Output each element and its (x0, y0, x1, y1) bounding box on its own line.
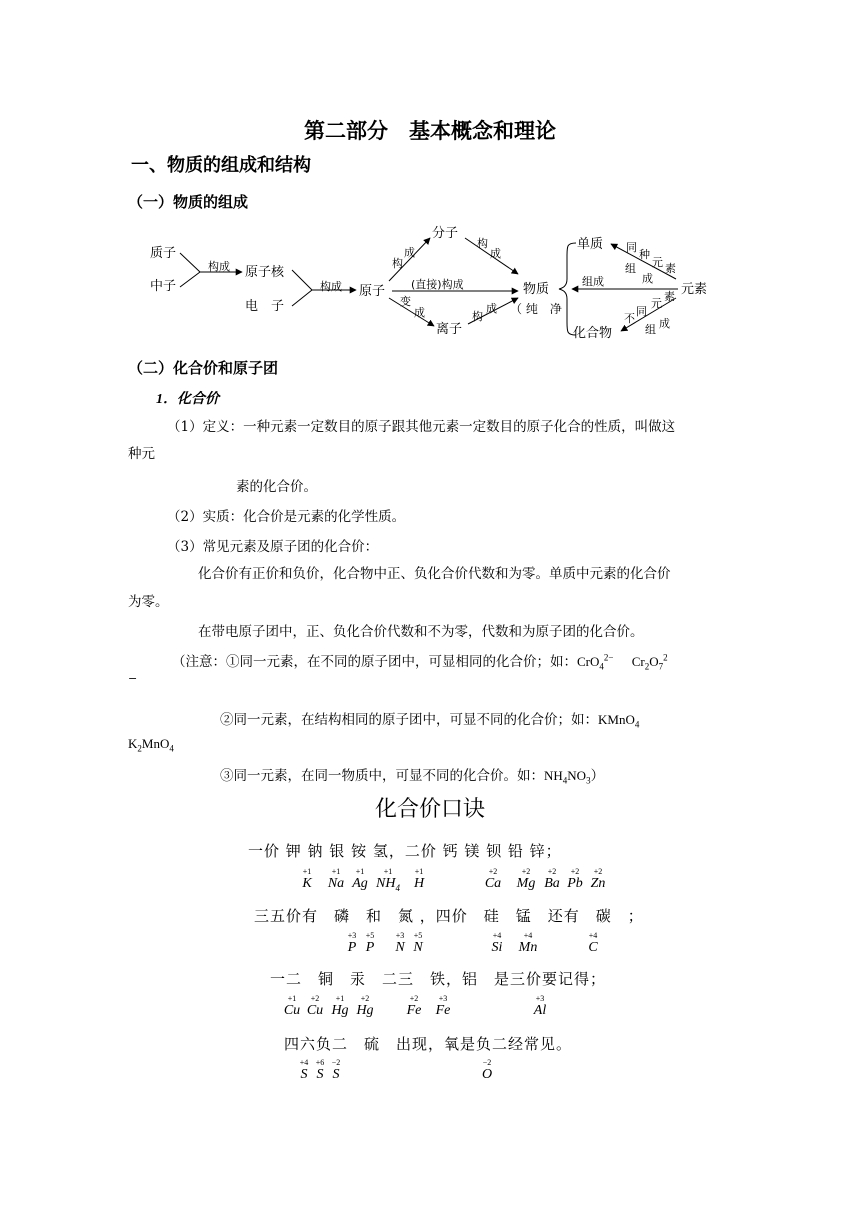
subsection-heading: （一）物质的组成 (128, 193, 249, 211)
valence-symbol (469, 1058, 505, 1083)
label-bian: 变 (400, 295, 411, 308)
valence-value: +2 (547, 867, 557, 876)
node-element-substance: 单质 (577, 237, 604, 252)
label-cheng-1: 成 (404, 246, 415, 259)
formula-k2mno4: $K_2MnO_4$ (128, 736, 174, 754)
valence-value: +1 (414, 867, 424, 876)
label-cheng-3: 成 (414, 306, 425, 319)
element-symbol: K (302, 876, 312, 891)
label-zu-2: 组 (645, 323, 656, 336)
valence-value: +4 (492, 931, 502, 940)
element-symbol: Fe (406, 1003, 422, 1018)
node-matter: 物质 (523, 282, 550, 297)
element-symbol: N (395, 940, 405, 955)
valence-value: +2 (570, 867, 580, 876)
label-same-1: 同 (626, 241, 637, 254)
node-compound: 化合物 (573, 326, 613, 341)
mnemonic-line-2: 三五价有 磷 和 氮 ，四价 硅 锰 还有 碳 ； (254, 907, 644, 925)
element-symbol: Hg (356, 1003, 374, 1018)
element-symbol: Al (533, 1003, 547, 1018)
formula-nh4no3: $NH_4NO_3$ (544, 768, 591, 786)
element-symbol: P (347, 940, 357, 955)
label-gou-3: 构 (472, 310, 483, 323)
label-zu-1: 组 (625, 262, 636, 275)
valence-value: −2 (331, 1058, 341, 1067)
label-compose-1: 构成 (208, 260, 230, 273)
valence-value: +4 (299, 1058, 309, 1067)
label-gou-1: 构 (392, 257, 403, 270)
label-direct-compose: (直接)构成 (411, 278, 464, 291)
valence-value: +3 (395, 931, 405, 940)
arrow-molecule-matter (465, 238, 518, 274)
node-pure: （ 纯 净 (510, 302, 562, 316)
section-heading: 一、物质的组成和结构 (131, 155, 311, 176)
element-symbol: Cu (306, 1003, 324, 1018)
element-symbol: $NH_4$ (376, 876, 400, 893)
element-symbol: Na (327, 876, 345, 891)
subsubsection-heading: 1．化合价 (156, 392, 219, 407)
label-gou-2: 构 (477, 237, 488, 250)
label-cheng-5: 成 (642, 272, 653, 285)
element-symbol: H (413, 876, 425, 891)
note1-line: （注意：①同一元素，在不同的原子团中，可显相同的化合价；如：CrO$_4^{2-}$ $Cr_2O_7^2$ (172, 652, 668, 672)
formula-cro4: CrO$_4^{2-}$ (577, 652, 614, 672)
node-molecule: 分子 (432, 226, 459, 241)
element-symbol: O (481, 1067, 493, 1082)
essence-line: （2）实质：化合价是元素的化学性质。 (167, 509, 406, 525)
label-compose-2: 构成 (320, 280, 342, 293)
valence-value: +4 (523, 931, 533, 940)
label-cheng-6: 成 (659, 317, 670, 330)
valence-value: +1 (355, 867, 365, 876)
definition-line-1: （1）定义：一种元素一定数目的原子跟其他元素一定数目的原子化合的性质，叫做这 (167, 419, 676, 435)
valence-value: +2 (593, 867, 603, 876)
valence-value: +1 (302, 867, 312, 876)
valence-symbol (580, 867, 616, 892)
valence-symbol (318, 1058, 354, 1083)
note2-line: ②同一元素，在结构相同的原子团中，可显不同的化合价；如：KMnO$_4$ (220, 712, 640, 730)
valence-symbol (425, 994, 461, 1019)
node-proton: 质子 (150, 246, 177, 261)
valence-value: −2 (482, 1058, 492, 1067)
label-diff-3: 元 (651, 297, 662, 310)
node-nucleus: 原子核 (245, 265, 285, 280)
element-symbol: S (332, 1067, 340, 1082)
element-symbol: C (588, 940, 598, 955)
rule2-line: 在带电原子团中，正、负化合价代数和不为零，代数和为原子团的化合价。 (198, 624, 644, 640)
composition-diagram (0, 0, 860, 350)
formula-cr2o7: $Cr_2O_7^2$ (631, 652, 668, 672)
valence-value: +3 (438, 994, 448, 1003)
element-symbol: Cu (283, 1003, 301, 1018)
node-element: 元素 (681, 282, 708, 297)
valence-value: +1 (383, 867, 393, 876)
valence-value: +5 (365, 931, 375, 940)
valence-value: +3 (347, 931, 357, 940)
label-same-4: 素 (665, 262, 676, 275)
label-same-3: 元 (652, 256, 663, 269)
node-neutron: 中子 (150, 279, 177, 294)
node-ion: 离子 (436, 322, 463, 337)
subsection-heading-2: （二）化合价和原子团 (128, 359, 279, 377)
label-cheng-4: 成 (486, 302, 497, 315)
element-symbol: Mn (518, 940, 538, 955)
definition-line-3: 素的化合价。 (236, 479, 317, 495)
valence-symbol (347, 994, 383, 1019)
node-atom: 原子 (359, 284, 386, 299)
mnemonic-line-1: 一价 钾 钠 银 铵 氢，二价 钙 镁 钡 铅 锌； (248, 842, 562, 860)
label-diff-1: 不 (624, 312, 635, 325)
valence-symbol (400, 931, 436, 956)
mnemonic-line-3: 一二 铜 汞 二三 铁，铝 是三价要记得； (270, 970, 607, 988)
valence-symbol (575, 931, 611, 956)
element-symbol: S (316, 1067, 324, 1082)
label-cheng-2: 成 (490, 247, 501, 260)
valence-value: +1 (331, 867, 341, 876)
mnemonic-line-4: 四六负二 硫 出现，氧是负二经常见。 (284, 1035, 573, 1053)
rule1-line-a: 化合价有正价和负价，化合物中正、负化合价代数和为零。单质中元素的化合价 (198, 566, 671, 582)
element-symbol: Ag (352, 876, 368, 891)
valence-value: +3 (535, 994, 545, 1003)
element-symbol: S (300, 1067, 308, 1082)
node-electron: 电 子 (245, 299, 285, 314)
valence-value: +6 (315, 1058, 325, 1067)
formula-kmno4: KMnO$_4$ (598, 712, 640, 730)
valence-symbol (401, 867, 437, 892)
definition-line-2: 种元 (128, 446, 155, 462)
element-symbol: Si (491, 940, 503, 955)
element-symbol: Ca (484, 876, 502, 891)
label-diff-4: 素 (664, 290, 675, 303)
valence-value: +1 (335, 994, 345, 1003)
valence-symbol (510, 931, 546, 956)
valence-value: +2 (488, 867, 498, 876)
element-symbol: Zn (590, 876, 606, 891)
arrow-atom-ion (389, 298, 434, 326)
valence-value: +1 (287, 994, 297, 1003)
valence-symbol (522, 994, 558, 1019)
valence-value: +4 (588, 931, 598, 940)
label-diff-2: 同 (636, 305, 647, 318)
note1-line-b: − (128, 672, 138, 685)
valence-value: +2 (521, 867, 531, 876)
label-same-2: 种 (639, 248, 650, 261)
label-form: 组成 (582, 275, 604, 288)
element-symbol: N (413, 940, 423, 955)
valence-value: +5 (413, 931, 423, 940)
element-symbol: P (365, 940, 375, 955)
element-symbol: Fe (435, 1003, 451, 1018)
valence-value: +2 (360, 994, 370, 1003)
note3-line: ③同一元素，在同一物质中，可显不同的化合价。如：$NH_4NO_3$） (220, 768, 605, 786)
rule1-line-b: 为零。 (128, 594, 169, 610)
page-title: 第二部分 基本概念和理论 (304, 119, 556, 143)
mnemonic-title: 化合价口诀 (374, 797, 485, 822)
element-symbol: Pb (567, 876, 583, 891)
element-symbol: Hg (331, 1003, 349, 1018)
element-symbol: Mg (516, 876, 536, 891)
valence-value: +2 (409, 994, 419, 1003)
valence-symbol (475, 867, 511, 892)
element-symbol: Ba (544, 876, 560, 891)
valence-value: +2 (310, 994, 320, 1003)
common-line: （3）常见元素及原子团的化合价： (167, 539, 379, 555)
